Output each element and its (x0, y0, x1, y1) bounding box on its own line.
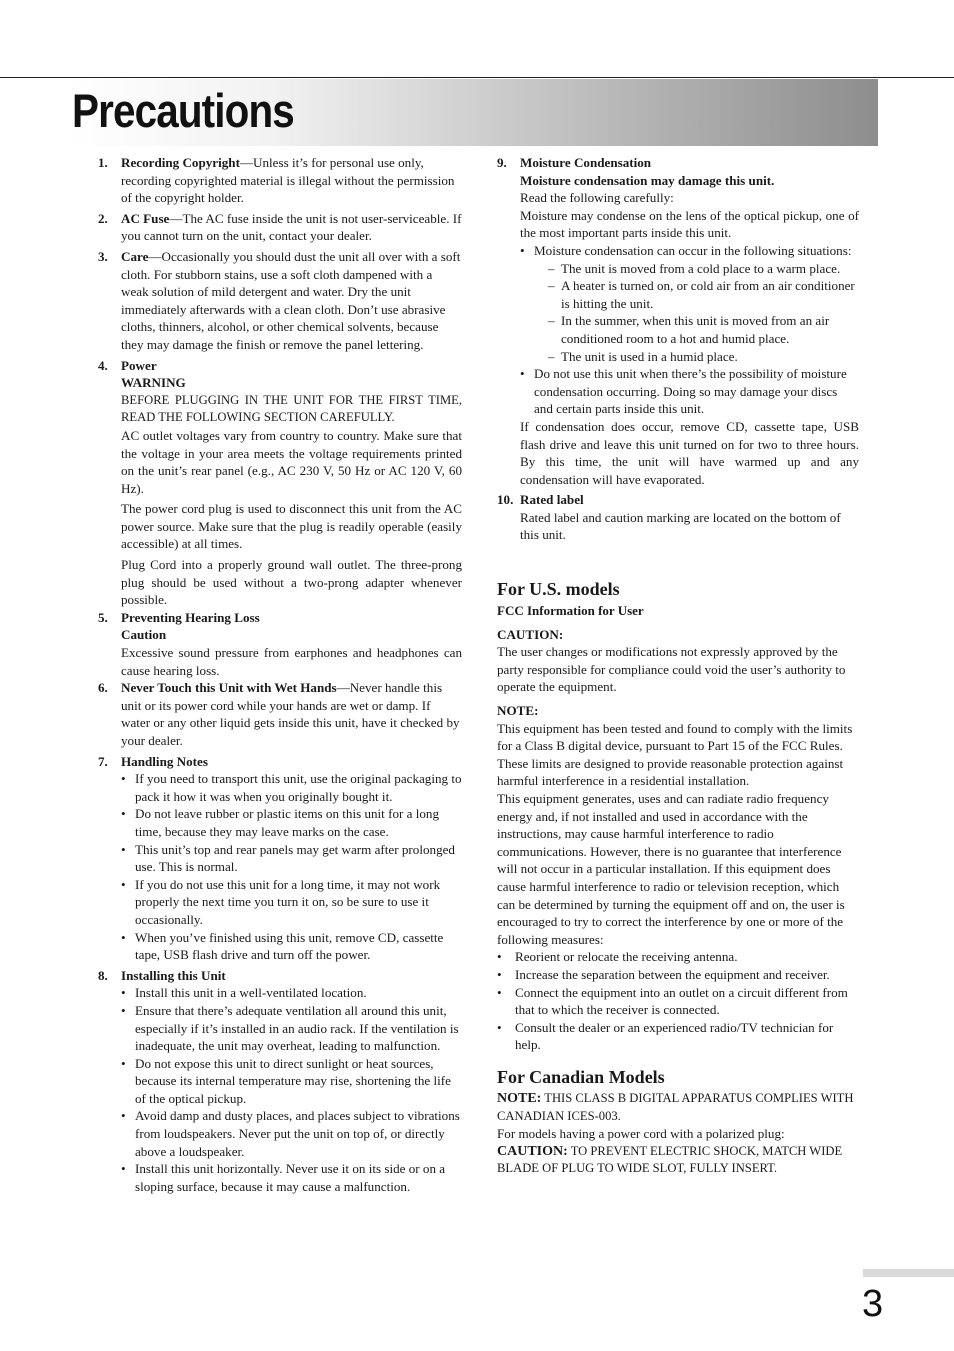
caution-label: Caution (121, 627, 167, 643)
note-paragraph-2: This equipment generates, uses and can radiate radio frequency energy and, if not installed and used in accordance with the instructions, may cause harmful interference to radio communications. However, there is no guarantee that interference will not occur in a particular installation. If this equipment does cause harmful interference to radio or television reception, which can be determined by turning the equipment off and on, the user is encouraged to try to correct the interference by one or more of the following measures: (497, 791, 845, 947)
item-text: Rated label and caution marking are located on the bottom of this unit. (520, 509, 841, 543)
dash-item: – A heater is turned on, or cold air from an air conditioner is hitting the unit. (548, 277, 859, 312)
item-outro: If condensation does occur, remove CD, cassette tape, USB flash drive and leave this unit turned on for two to three hours. By this time, the unit will have warmed up and any condensation will have evaporated. (520, 418, 859, 487)
precaution-item-5 (98, 609, 462, 679)
page-number: 3 (862, 1283, 884, 1325)
section-heading-canada: For Canadian Models (497, 1066, 665, 1087)
fcc-subheading: FCC Information for User (497, 603, 644, 619)
precaution-item-3 (98, 248, 462, 354)
item-number: 10. (497, 492, 514, 508)
note-label: NOTE: (497, 1090, 542, 1106)
list-item: • Do not use this unit when there’s the possibility of moisture condensation occurring. Doing so may damage your discs and certain parts inside this unit. (520, 365, 859, 418)
page-number-bar (863, 1269, 954, 1277)
header-rule (0, 77, 954, 78)
list-item: • Install this unit in a well-ventilated location. (121, 984, 462, 1002)
title-banner (68, 79, 878, 146)
list-item-text: Moisture condensation can occur in the following situations: (534, 242, 852, 258)
list-item: • Increase the separation between the equipment and receiver. (497, 966, 859, 984)
right-column (497, 154, 859, 1178)
item-number: 3. (98, 248, 108, 264)
item-text: —Never handle this unit or its power cord while your hands are wet or damp. If water or any other liquid gets inside this unit, have it checked by your dealer. (121, 680, 460, 748)
list-item: • Do not leave rubber or plastic items on this unit for a long time, because they may leave marks on the case. (121, 805, 462, 840)
item-title: Installing this Unit (121, 967, 226, 983)
section-heading-us: For U.S. models (497, 579, 620, 600)
item-number: 4. (98, 357, 108, 373)
us-section (497, 578, 859, 1054)
page-title: Precautions (72, 84, 294, 137)
warning-label: WARNING (121, 375, 186, 391)
item-number: 1. (98, 155, 108, 170)
item-title: Power (121, 357, 157, 373)
precaution-item-10 (497, 491, 859, 544)
item-title: Moisture Condensation (520, 155, 652, 170)
note-paragraph-1: This equipment has been tested and found to comply with the limits for a Class B digital device, pursuant to Part 15 of the FCC Rules. These limits are designed to provide reasonable protection against harmful interference in a residential installation. (497, 720, 853, 789)
canada-section (497, 1066, 859, 1178)
item-number: 8. (98, 967, 108, 983)
list-item: • Do not expose this unit to direct sunlight or heat sources, because its internal temperature may rise, shortening the life of the optical pickup. (121, 1055, 462, 1108)
list-item: • If you need to transport this unit, use the original packaging to pack it how it was when you originally bought it. (121, 770, 462, 805)
item-title: Care (121, 248, 149, 264)
precaution-item-4 (98, 357, 462, 609)
precaution-item-6 (98, 679, 462, 749)
precaution-item-7 (98, 753, 462, 964)
list-item: • When you’ve finished using this unit, remove CD, cassette tape, USB flash drive and turn off the power. (121, 929, 462, 964)
list-item (520, 242, 859, 365)
list-item: • Install this unit horizontally. Never use it on its side or on a sloping surface, because it may cause a malfunction. (121, 1160, 462, 1195)
list-item: • Connect the equipment into an outlet on a circuit different from that to which the receiver is connected. (497, 984, 859, 1019)
note-text: THIS CLASS B DIGITAL APPARATUS COMPLIES WITH CANADIAN ICES-003. (497, 1090, 854, 1123)
polarized-plug-text: For models having a power cord with a polarized plug: (497, 1126, 785, 1142)
item-intro-2: Moisture may condense on the lens of the optical pickup, one of the most important parts inside this unit. (520, 207, 859, 241)
item-title: AC Fuse (121, 210, 170, 226)
item-text: —The AC fuse inside the unit is not user-serviceable. If you cannot turn on the unit, contact your dealer. (121, 210, 462, 244)
precaution-item-2 (98, 210, 462, 245)
left-column (98, 154, 462, 1195)
note-label: NOTE: (497, 703, 539, 719)
item-text: —Unless it’s for personal use only, recording copyrighted material is illegal without the permission of the copyright holder. (121, 155, 455, 206)
power-paragraph-3: Plug Cord into a properly ground wall outlet. The three-prong plug should be used without a two-prong adapter whenever possible. (121, 557, 462, 608)
list-item: • Reorient or relocate the receiving antenna. (497, 948, 859, 966)
item-number: 6. (98, 680, 108, 696)
item-title: Preventing Hearing Loss (121, 609, 260, 625)
caution-text: TO PREVENT ELECTRIC SHOCK, MATCH WIDE BLADE OF PLUG TO WIDE SLOT, FULLY INSERT. (497, 1143, 843, 1176)
warning-caps-text: BEFORE PLUGGING IN THE UNIT FOR THE FIRST TIME, READ THE FOLLOWING SECTION CAREFULLY. (121, 392, 462, 425)
precaution-item-9 (497, 154, 859, 488)
dash-item: – The unit is used in a humid place. (548, 348, 859, 366)
item-number: 7. (98, 753, 108, 769)
dash-item: – In the summer, when this unit is moved from an air conditioned room to a hot and humid place. (548, 312, 859, 347)
power-paragraph-1: AC outlet voltages vary from country to country. Make sure that the voltage in your area meets the voltage requirements printed on the unit’s rear panel (e.g., AC 230 V, 50 Hz or AC 120 V, 60 Hz). (121, 427, 462, 496)
precaution-item-1 (98, 154, 462, 207)
item-title: Handling Notes (121, 753, 208, 769)
item-intro: Read the following carefully: (520, 190, 674, 206)
item-title: Rated label (520, 492, 584, 508)
caution-label: CAUTION: (497, 626, 564, 642)
item-subtitle: Moisture condensation may damage this unit. (520, 172, 775, 188)
list-item: • Avoid damp and dusty places, and places subject to vibrations from loudspeakers. Never put the unit on top of, or directly above a loudspeaker. (121, 1107, 462, 1160)
list-item: • Ensure that there’s adequate ventilation all around this unit, especially if it’s installed in an audio rack. If the ventilation is inadequate, the unit may overheat, leading to malfunction. (121, 1002, 462, 1055)
item-number: 2. (98, 210, 108, 226)
item-text: —Occasionally you should dust the unit all over with a soft cloth. For stubborn stains, use a soft cloth dampened with a weak solution of mild detergent and water. Dry the unit immediately afterwards with a clean cloth. Don’t use abrasive cloths, thinners, alcohol, or other chemical solvents, because they may damage the finish or remove the panel lettering. (121, 248, 461, 352)
item-title: Never Touch this Unit with Wet Hands (121, 680, 337, 696)
power-paragraph-2: The power cord plug is used to disconnect this unit from the AC power source. Make sure that the plug is readily operable (easily accessible) at all times. (121, 501, 462, 552)
list-item: • If you do not use this unit for a long time, it may not work properly the next time you turn it on, so be sure to use it occasionally. (121, 876, 462, 929)
caution-label: CAUTION: (497, 1143, 568, 1159)
item-title: Recording Copyright (121, 155, 240, 170)
precaution-item-8 (98, 967, 462, 1196)
dash-item: – The unit is moved from a cold place to a warm place. (548, 260, 859, 278)
list-item: • This unit’s top and rear panels may get warm after prolonged use. This is normal. (121, 841, 462, 876)
list-item: • Consult the dealer or an experienced radio/TV technician for help. (497, 1019, 859, 1054)
item-text: Excessive sound pressure from earphones and headphones can cause hearing loss. (121, 645, 462, 678)
item-number: 5. (98, 609, 108, 625)
item-number: 9. (497, 155, 507, 170)
caution-text: The user changes or modifications not expressly approved by the party responsible for compliance could void the user’s authority to operate the equipment. (497, 644, 846, 695)
